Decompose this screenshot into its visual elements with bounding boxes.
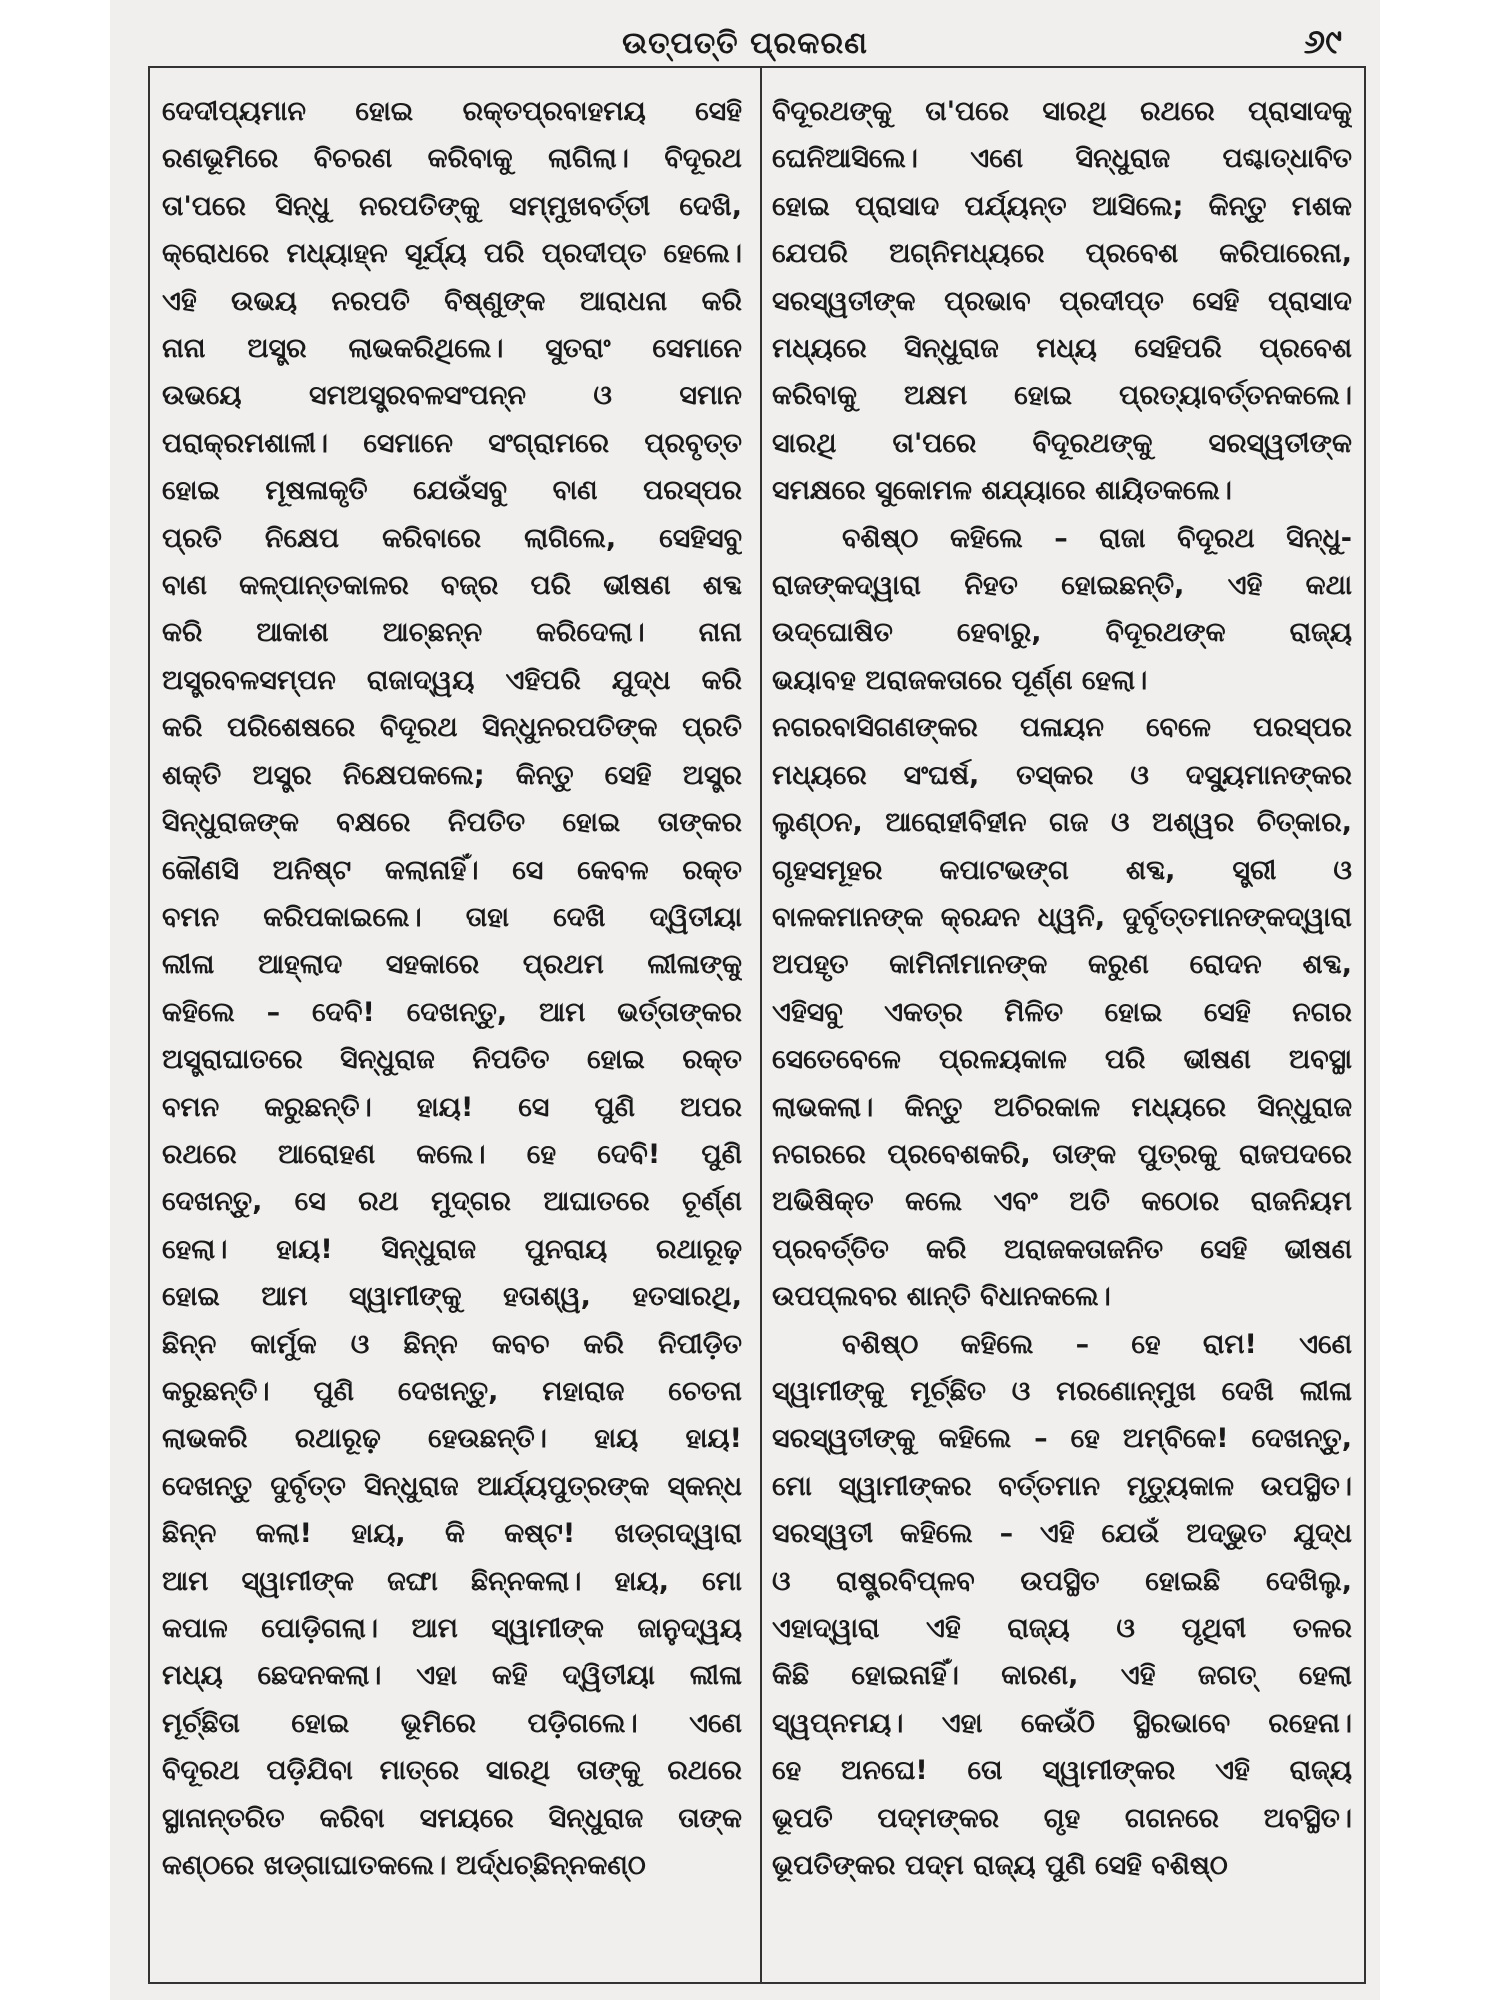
- column-divider: [760, 66, 762, 1984]
- text-line: ତା'ପରେ ସିନ୍ଧୁ ନରପତିଙ୍କୁ ସମ୍ମୁଖବର୍ତ୍ତୀ ଦେଖି,: [162, 190, 742, 222]
- text-line: ନଗରବାସିଗଣଙ୍କର ପଳାୟନ ବେଳେ ପରସ୍ପର: [772, 712, 1352, 744]
- text-line: ବାଳକମାନଙ୍କ କ୍ରନ୍ଦନ ଧ୍ୱନି, ଦୁର୍ବୃତ୍ତମାନଙ୍କଦ୍ୱାରା: [772, 901, 1352, 933]
- text-line: ମଧ୍ୟରେ ସଂଘର୍ଷ, ତସ୍କର ଓ ଦସ୍ୟୁମାନଙ୍କର: [772, 759, 1352, 791]
- text-line: ବଶିଷ୍ଠ କହିଲେ – ହେ ରାମ! ଏଣେ: [842, 1328, 1352, 1360]
- text-line: ହୋଇ ଆମ ସ୍ୱାମୀଙ୍କୁ ହତାଶ୍ୱ, ହତସାରଥି,: [162, 1281, 742, 1313]
- text-line: ସିନ୍ଧୁରାଜଙ୍କ ବକ୍ଷରେ ନିପତିତ ହୋଇ ତାଙ୍କର: [162, 807, 742, 839]
- text-line: ଅପହୃତ କାମିନୀମାନଙ୍କ କରୁଣ ରୋଦନ ଶବ୍ଦ,: [772, 949, 1352, 981]
- text-line: ସ୍ଥାନାନ୍ତରିତ କରିବା ସମୟରେ ସିନ୍ଧୁରାଜ ତାଙ୍କ: [162, 1802, 742, 1834]
- text-line: କରି ପରିଶେଷରେ ବିଦୂରଥ ସିନ୍ଧୁନରପତିଙ୍କ ପ୍ରତି: [162, 712, 742, 744]
- text-line: ଅସ୍ତ୍ରବଳସମ୍ପନ ରାଜାଦ୍ୱୟ ଏହିପରି ଯୁଦ୍ଧ କରି: [162, 664, 742, 696]
- text-line: କଣ୍ଠରେ ଖଡ୍‌ଗାଘାତକଲେ। ଅର୍ଦ୍ଧଚ୍ଛିନ୍ନକଣ୍ଠ: [162, 1850, 646, 1882]
- text-line: ଅସ୍ତ୍ରାଘାତରେ ସିନ୍ଧୁରାଜ ନିପତିତ ହୋଇ ରକ୍ତ: [162, 1044, 742, 1076]
- text-line: ହୋଇ ମୂଷଳାକୃତି ଯେଉଁସବୁ ବାଣ ପରସ୍ପର: [162, 475, 742, 507]
- text-line: ବମନ କରୁଛନ୍ତି। ହାୟ! ସେ ପୁଣି ଅପର: [162, 1091, 742, 1123]
- text-line: ଆମ ସ୍ୱାମୀଙ୍କ ଜଙ୍ଘା ଛିନ୍ନକଲା। ହାୟ, ମୋ: [162, 1565, 742, 1597]
- text-line: କପାଳ ପୋଡ଼ିଗଲା। ଆମ ସ୍ୱାମୀଙ୍କ ଜାନୁଦ୍ୱୟ: [162, 1613, 742, 1644]
- text-line: ବଶିଷ୍ଠ କହିଲେ – ରାଜା ବିଦୂରଥ ସିନ୍ଧୁ-: [842, 522, 1352, 554]
- text-line: ନଗରରେ ପ୍ରବେଶକରି, ତାଙ୍କ ପୁତ୍ରକୁ ରାଜପଦରେ: [772, 1138, 1352, 1170]
- text-line: ଦେଦୀପ୍ୟମାନ ହୋଇ ରକ୍ତପ୍ରବାହମୟ ସେହି: [162, 96, 742, 127]
- text-line: ଭୟାବହ ଅରାଜକତାରେ ପୂର୍ଣ୍ଣ ହେଲା।: [772, 664, 1148, 696]
- text-line: କ୍ରୋଧରେ ମଧ୍ୟାହ୍ନ ସୂର୍ଯ୍ୟ ପରି ପ୍ରଦୀପ୍ତ ହେଲେ।: [162, 238, 742, 270]
- text-line: ଦେଖନ୍ତୁ ଦୁର୍ବୃତ୍ତ ସିନ୍ଧୁରାଜ ଆର୍ଯ୍ୟପୁତ୍ରଙ୍କ ସ୍କନ୍ଧ: [162, 1470, 742, 1502]
- text-line: ସରସ୍ୱତୀଙ୍କୁ କହିଲେ – ହେ ଅମ୍ବିକେ! ଦେଖନ୍ତୁ,: [772, 1423, 1352, 1455]
- text-line: ପରାକ୍ରମଶାଳୀ। ସେମାନେ ସଂଗ୍ରାମରେ ପ୍ରବୃତ୍ତ: [162, 427, 742, 459]
- text-line: ଉଭୟେ ସମଅସ୍ତ୍ରବଳସଂପନ୍ନ ଓ ସମାନ: [162, 380, 742, 412]
- text-line: ମୂର୍ଚ୍ଛିତା ହୋଇ ଭୂମିରେ ପଡ଼ିଗଲେ। ଏଣେ: [162, 1707, 742, 1739]
- text-line: ରଥରେ ଆରୋହଣ କଲେ। ହେ ଦେବି! ପୁଣି: [162, 1138, 742, 1170]
- text-line: କରୁଛନ୍ତି। ପୁଣି ଦେଖନ୍ତୁ, ମହାରାଜ ଚେତନା: [162, 1375, 742, 1407]
- text-line: କୌଣସି ଅନିଷ୍ଟ କଲାନାହିଁ। ସେ କେବଳ ରକ୍ତ: [162, 854, 742, 886]
- text-line: ଦେଖନ୍ତୁ, ସେ ରଥ ମୁଦ୍‌ଗର ଆଘାତରେ ଚୂର୍ଣ୍ଣ: [162, 1186, 742, 1218]
- text-line: ବିଦୂରଥ ପଡ଼ିଯିବା ମାତ୍ରେ ସାରଥି ତାଙ୍କୁ ରଥରେ: [162, 1755, 742, 1787]
- text-line: ହୋଇ ପ୍ରାସାଦ ପର୍ଯ୍ୟନ୍ତ ଆସିଲେ; କିନ୍ତୁ ମଶକ: [772, 190, 1352, 222]
- text-line: ଏହିସବୁ ଏକତ୍ର ମିଳିତ ହୋଇ ସେହି ନଗର: [772, 996, 1352, 1028]
- text-line: ଗୃହସମୂହର କପାଟଭଙ୍ଗ ଶବ୍ଦ, ସ୍ତ୍ରୀ ଓ: [772, 854, 1352, 886]
- text-line: ପ୍ରବର୍ତ୍ତିତ କରି ଅରାଜକତାଜନିତ ସେହି ଭୀଷଣ: [772, 1233, 1352, 1265]
- text-line: ସରସ୍ୱତୀ କହିଲେ – ଏହି ଯେଉଁ ଅଦ୍ଭୁତ ଯୁଦ୍ଧ: [772, 1518, 1352, 1550]
- text-line: ଏହି ଉଭୟ ନରପତି ବିଷ୍ଣୁଙ୍କ ଆରାଧନା କରି: [162, 285, 742, 317]
- text-line: ସେତେବେଳେ ପ୍ରଳୟକାଳ ପରି ଭୀଷଣ ଅବସ୍ଥା: [772, 1044, 1352, 1076]
- text-line: ବିଦୂରଥଙ୍କୁ ତା'ପରେ ସାରଥି ରଥରେ ପ୍ରାସାଦକୁ: [772, 96, 1352, 127]
- text-line: ରଣଭୂମିରେ ବିଚରଣ କରିବାକୁ ଲାଗିଲା। ବିଦୂରଥ: [162, 143, 742, 175]
- text-line: କରି ଆକାଶ ଆଚ୍ଛନ୍ନ କରିଦେଲା। ନାନା: [162, 617, 742, 649]
- text-line: କହିଲେ – ଦେବି! ଦେଖନ୍ତୁ, ଆମ ଭର୍ତ୍ତାଙ୍କର: [162, 996, 742, 1028]
- text-line: ଛିନ୍ନ କାର୍ମୁକ ଓ ଛିନ୍ନ କବଚ କରି ନିପୀଡ଼ିତ: [162, 1328, 742, 1360]
- text-line: ହେଲା। ହାୟ! ସିନ୍ଧୁରାଜ ପୁନରାୟ ରଥାରୂଢ଼: [162, 1233, 742, 1265]
- text-line: ସ୍ୱାମୀଙ୍କୁ ମୂର୍ଚ୍ଛିତ ଓ ମରଣୋନ୍ମୁଖ ଦେଖି ଲୀଳା: [772, 1375, 1352, 1407]
- text-line: ପ୍ରତି ନିକ୍ଷେପ କରିବାରେ ଲାଗିଲେ, ସେହିସବୁ: [162, 522, 742, 554]
- text-line: ଉପପ୍ଲବର ଶାନ୍ତି ବିଧାନକଲେ।: [772, 1281, 1111, 1313]
- left-column: [162, 88, 742, 1889]
- text-line: ହେ ଅନଘେ! ତୋ ସ୍ୱାମୀଙ୍କର ଏହି ରାଜ୍ୟ: [772, 1755, 1352, 1787]
- text-line: ଶକ୍ତି ଅସ୍ତ୍ର ନିକ୍ଷେପକଲେ; କିନ୍ତୁ ସେହି ଅସ୍ତ୍ର: [162, 759, 742, 791]
- page-number: ୬୯: [1303, 22, 1342, 62]
- text-line: ଓ ରାଷ୍ଟ୍ରବିପ୍ଳବ ଉପସ୍ଥିତ ହୋଇଛି ଦେଖିଲୁ,: [772, 1565, 1352, 1597]
- right-column: [772, 88, 1352, 1889]
- text-line: ମୋ ସ୍ୱାମୀଙ୍କର ବର୍ତ୍ତମାନ ମୃତ୍ୟୁକାଳ ଉପସ୍ଥିତ।: [772, 1470, 1352, 1502]
- text-line: ଛିନ୍ନ କଲା! ହାୟ, କି କଷ୍ଟ! ଖଡ୍‌ଗଦ୍ୱାରା: [162, 1518, 742, 1550]
- page-header: [110, 18, 1380, 64]
- text-line: ଲୁଣ୍ଠନ, ଆରୋହୀବିହୀନ ଗଜ ଓ ଅଶ୍ୱର ଚିତ୍କାର,: [772, 807, 1352, 839]
- text-line: ମଧ୍ୟରେ ସିନ୍ଧୁରାଜ ମଧ୍ୟ ସେହିପରି ପ୍ରବେଶ: [772, 333, 1352, 365]
- text-line: ଅଭିଷିକ୍ତ କଲେ ଏବଂ ଅତି କଠୋର ରାଜନିୟମ: [772, 1186, 1352, 1218]
- text-line: କିଛି ହୋଇନାହିଁ। କାରଣ, ଏହି ଜଗତ୍ ହେଲା: [772, 1660, 1352, 1692]
- text-line: ଘେନିଆସିଲେ। ଏଣେ ସିନ୍ଧୁରାଜ ପଶ୍ଚାତ୍‌ଧାବିତ: [772, 143, 1352, 175]
- text-line: ଉଦ୍‌ଘୋଷିତ ହେବାରୁ, ବିଦୂରଥଙ୍କ ରାଜ୍ୟ: [772, 617, 1352, 649]
- text-line: ବମନ କରିପକାଇଲେ। ତାହା ଦେଖି ଦ୍ୱିତୀୟା: [162, 901, 742, 933]
- text-line: ଯେପରି ଅଗ୍ନିମଧ୍ୟରେ ପ୍ରବେଶ କରିପାରେନା,: [772, 238, 1352, 270]
- page-margin: [0, 0, 110, 2000]
- text-line: ଏହାଦ୍ୱାରା ଏହି ରାଜ୍ୟ ଓ ପୃଥିବୀ ତଳର: [772, 1613, 1352, 1644]
- text-line: ନାନା ଅସ୍ତ୍ର ଲାଭକରିଥିଲେ। ସୁତରାଂ ସେମାନେ: [162, 333, 742, 365]
- text-line: କରିବାକୁ ଅକ୍ଷମ ହୋଇ ପ୍ରତ୍ୟାବର୍ତ୍ତନକଲେ।: [772, 380, 1352, 412]
- text-line: ଭୂପତିଙ୍କର ପଦ୍ମ ରାଜ୍ୟ ପୁଣି ସେହି ବଶିଷ୍ଠ: [772, 1850, 1228, 1882]
- text-line: ସମକ୍ଷରେ ସୁକୋମଳ ଶଯ୍ୟାରେ ଶାୟିତକଲେ।: [772, 475, 1232, 507]
- text-line: ଭୂପତି ପଦ୍ମଙ୍କର ଗୃହ ଗଗନରେ ଅବସ୍ଥିତ।: [772, 1802, 1352, 1834]
- text-line: ବାଣ କଳ୍ପାନ୍ତକାଳର ବଜ୍ର ପରି ଭୀଷଣ ଶବ୍ଦ: [162, 570, 742, 602]
- text-line: ଲାଭକରି ରଥାରୂଢ଼ ହେଉଛନ୍ତି। ହାୟ ହାୟ!: [162, 1423, 742, 1455]
- running-head: ଉତ୍ପତ୍ତି ପ୍ରକରଣ: [622, 26, 868, 61]
- text-line: ସରସ୍ୱତୀଙ୍କ ପ୍ରଭାବ ପ୍ରଦୀପ୍ତ ସେହି ପ୍ରାସାଦ: [772, 285, 1352, 317]
- text-line: ଲାଭକଲା। କିନ୍ତୁ ଅଚିରକାଳ ମଧ୍ୟରେ ସିନ୍ଧୁରାଜ: [772, 1091, 1352, 1123]
- text-line: ମଧ୍ୟ ଛେଦନକଲା। ଏହା କହି ଦ୍ୱିତୀୟା ଲୀଳା: [162, 1660, 742, 1692]
- text-line: ରାଜଙ୍କଦ୍ୱାରା ନିହତ ହୋଇଛନ୍ତି, ଏହି କଥା: [772, 570, 1352, 602]
- text-line: ସ୍ୱପ୍ନମୟ। ଏହା କେଉଁଠି ସ୍ଥିରଭାବେ ରହେନା।: [772, 1707, 1352, 1739]
- text-line: ଲୀଳା ଆହ୍ଲାଦ ସହକାରେ ପ୍ରଥମ ଲୀଳାଙ୍କୁ: [162, 949, 742, 981]
- text-line: ସାରଥି ତା'ପରେ ବିଦୂରଥଙ୍କୁ ସରସ୍ୱତୀଙ୍କ: [772, 427, 1352, 459]
